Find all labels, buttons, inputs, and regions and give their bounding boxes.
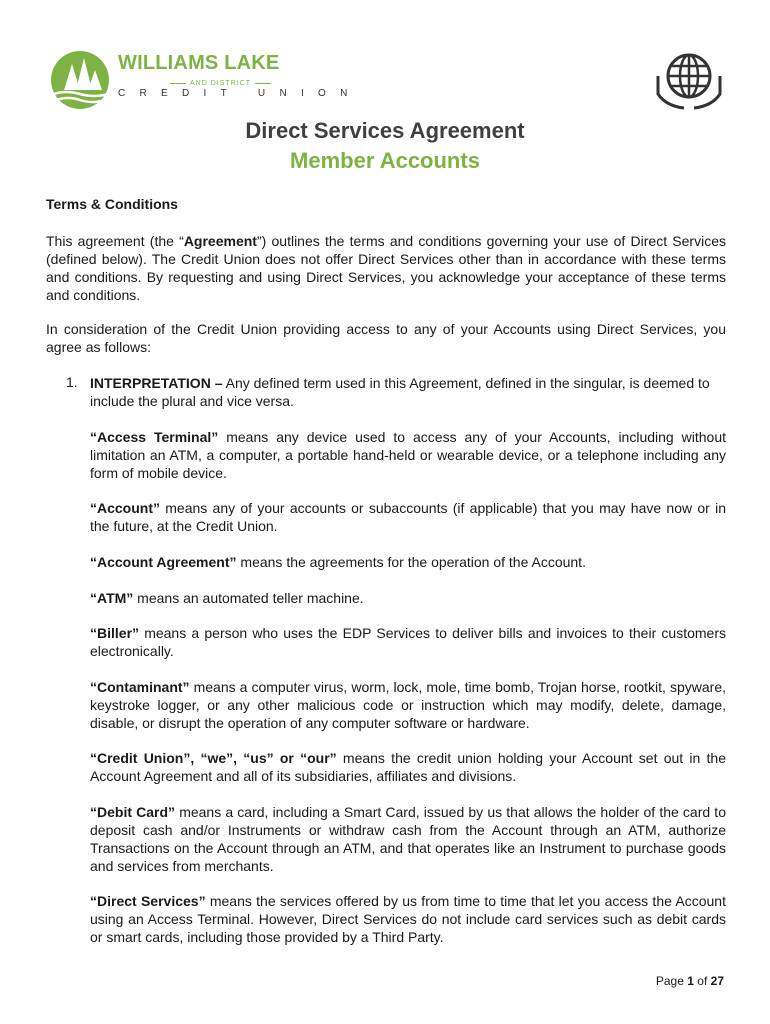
logo-subtitle: AND DISTRICT xyxy=(166,80,275,87)
definition-direct-services: “Direct Services” means the services offered by us from time to time that let you access the Account using an Access Terminal. However, Direct Services do not include card services such as debit cards or smart cards, including those provided by a Third Party. xyxy=(90,893,726,945)
definition-access-terminal: “Access Terminal” means any device used to access any of your Accounts, including without limitation an ATM, a computer, a portable hand-held or wearable device, or a telephone including any form of mobile device. xyxy=(90,429,726,481)
definition-contaminant: “Contaminant” means a computer virus, worm, lock, mole, time bomb, Trojan horse, rootkit, spyware, keystroke logger, or any other malicious code or instruction which may modify, delete, damage, disable, or disrupt the operation of any computer software or hardware. xyxy=(90,679,726,731)
definition-atm: “ATM” means an automated teller machine. xyxy=(90,590,364,606)
section-heading: Terms & Conditions xyxy=(46,196,178,212)
list-item-number: 1. xyxy=(66,374,78,390)
globe-in-hands-icon xyxy=(654,46,724,116)
consideration-paragraph: In consideration of the Credit Union providing access to any of your Accounts using Direct Services, you agree as follows: xyxy=(46,321,726,355)
logo-name: WILLIAMS LAKE xyxy=(118,52,280,74)
document-title: Direct Services Agreement xyxy=(245,118,525,143)
page-footer: Page 1 of 27 xyxy=(655,974,724,988)
definition-account-agreement: “Account Agreement” means the agreements for the operation of the Account. xyxy=(90,554,586,570)
document-subtitle: Member Accounts xyxy=(290,148,480,173)
credit-union-logo xyxy=(50,50,362,110)
definition-account: “Account” means any of your accounts or subaccounts (if applicable) that you may have now or in the future, at the Credit Union. xyxy=(90,500,726,534)
trees-river-icon xyxy=(50,50,112,110)
interpretation-paragraph: INTERPRETATION – Any defined term used in this Agreement, defined in the singular, is deemed to include the plural and vice versa. xyxy=(90,375,710,409)
definition-credit-union: “Credit Union”, “we”, “us” or “our” means the credit union holding your Account set out in the Account Agreement and all of its subsidiaries, affiliates and divisions. xyxy=(90,750,727,784)
agreement-term: Agreement xyxy=(183,233,257,249)
definition-biller: “Biller” means a person who uses the EDP Services to deliver bills and invoices to their customers electronically. xyxy=(90,625,726,659)
definition-debit-card: “Debit Card” means a card, including a Smart Card, issued by us that allows the holder of the card to deposit cash and/or Instruments or withdraw cash from the Account through an ATM, authorize Transactions on the Account through an ATM, and that operates like an Instrument to purchase goods and services from merchants. xyxy=(90,804,726,874)
intro-paragraph: This agreement (the “Agreement”) outlines the terms and conditions governing your use of Direct Services (defined below). The Credit Union does not offer Direct Services other than in accordance with these terms and conditions. By requesting and using Direct Services, you acknowledge your acceptance of these terms and conditions. xyxy=(46,233,726,303)
logo-tagline: CREDIT UNION xyxy=(118,88,362,99)
